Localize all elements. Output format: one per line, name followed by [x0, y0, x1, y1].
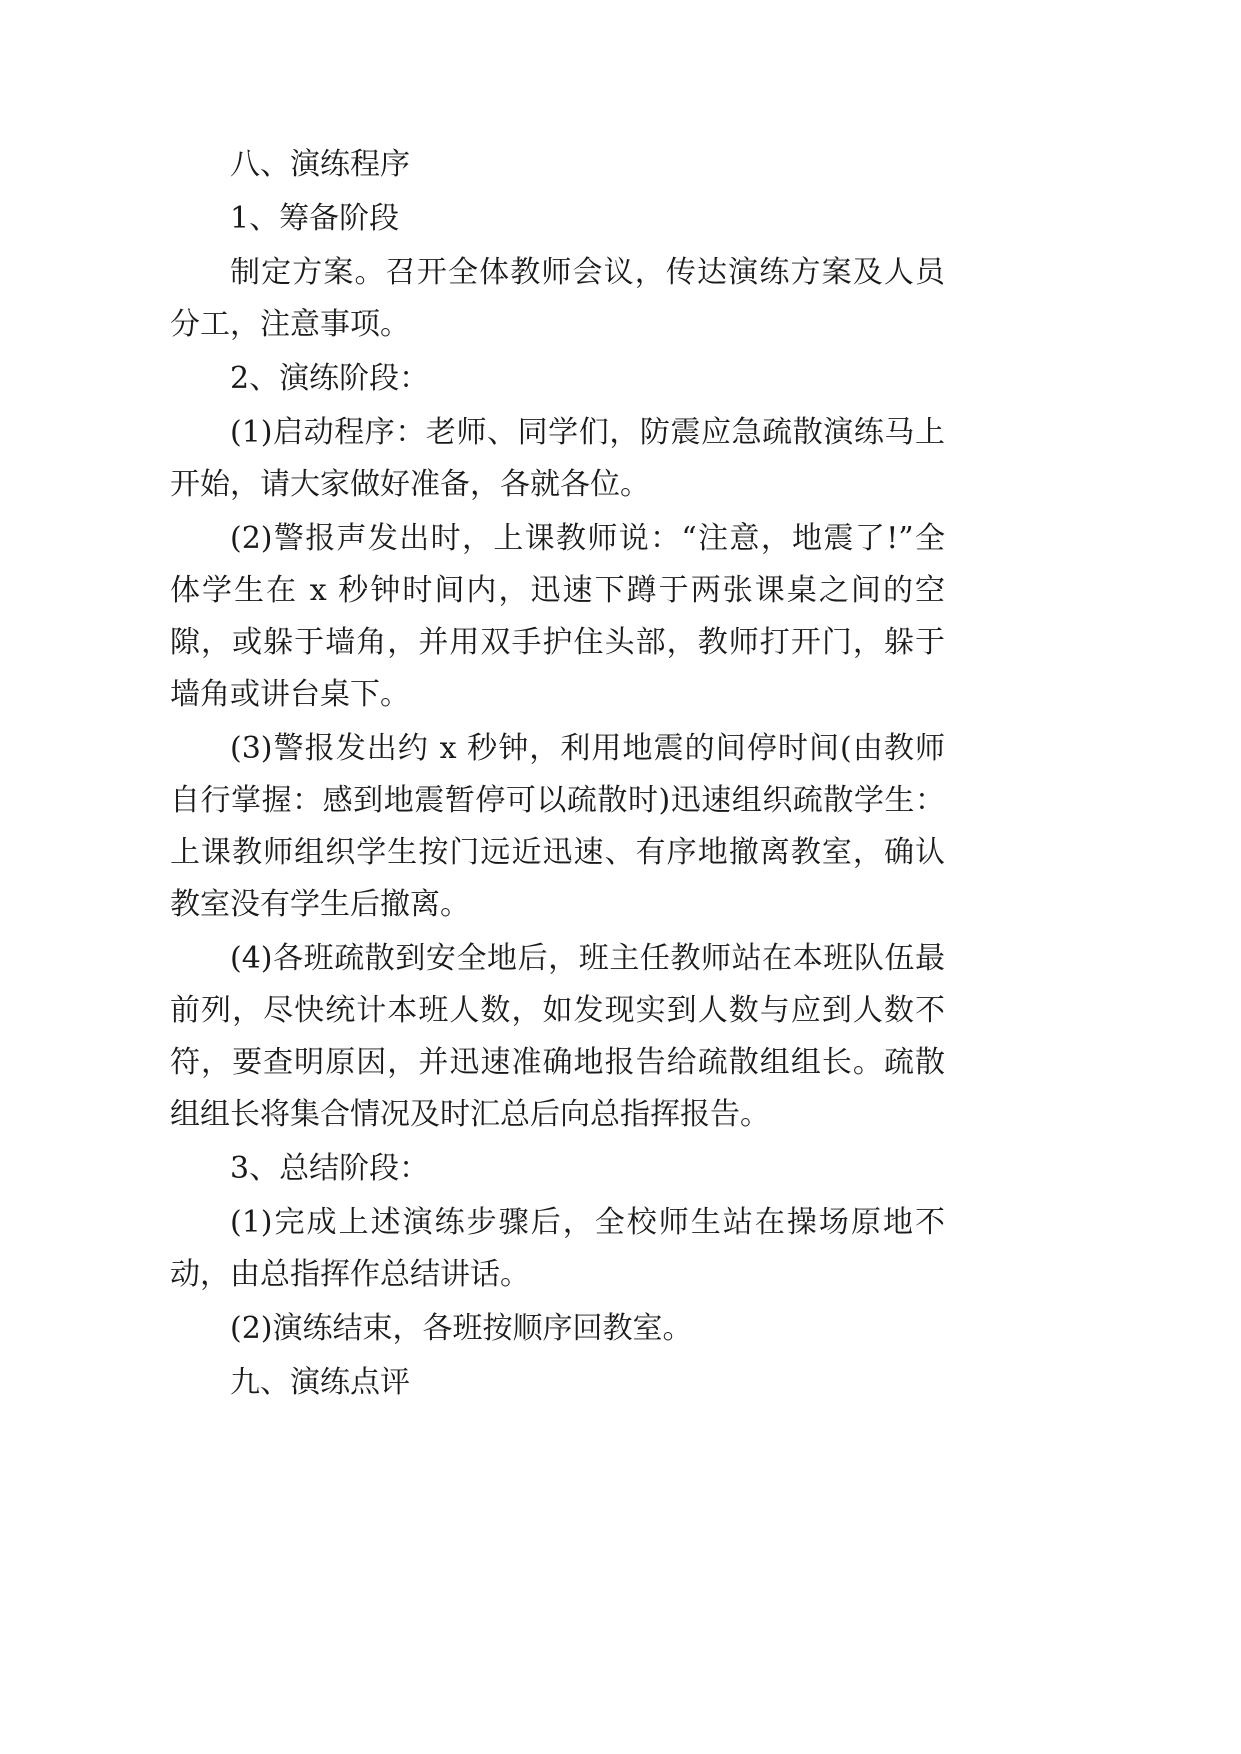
paragraph-11: (2)演练结束，各班按顺序回教室。 [230, 1311, 693, 1346]
paragraph-7: (3)警报发出约 x 秒钟，利用地震的间停时间(由教师自行掌握：感到地震暂停可以疏散时)迅速组织疏散学生：上课教师组织学生按门远近迅速、有序地撤离教室，确认教室没有学生后撤离。 [170, 731, 945, 922]
paragraph-1: 八、演练程序 [230, 147, 410, 182]
paragraph-12: 九、演练点评 [230, 1365, 410, 1400]
paragraph-2: 1、筹备阶段 [230, 201, 400, 236]
paragraph-5: (1)启动程序：老师、同学们，防震应急疏散演练马上开始，请大家做好准备，各就各位。 [170, 415, 945, 502]
paragraph-3: 制定方案。召开全体教师会议，传达演练方案及人员分工，注意事项。 [170, 255, 945, 342]
document-body [170, 139, 945, 1409]
paragraph-9: 3、总结阶段： [230, 1151, 430, 1186]
paragraph-4: 2、演练阶段： [230, 361, 430, 396]
paragraph-6: (2)警报声发出时，上课教师说：“注意，地震了!”全体学生在 x 秒钟时间内，迅速下蹲于两张课桌之间的空隙，或躲于墙角，并用双手护住头部，教师打开门，躲于墙角或讲台桌下。 [170, 521, 945, 712]
paragraph-8: (4)各班疏散到安全地后，班主任教师站在本班队伍最前列，尽快统计本班人数，如发现实到人数与应到人数不符，要查明原因，并迅速准确地报告给疏散组组长。疏散组组长将集合情况及时汇总后向总指挥报告。 [170, 941, 945, 1132]
paragraph-10: (1)完成上述演练步骤后，全校师生站在操场原地不动，由总指挥作总结讲话。 [170, 1205, 945, 1292]
